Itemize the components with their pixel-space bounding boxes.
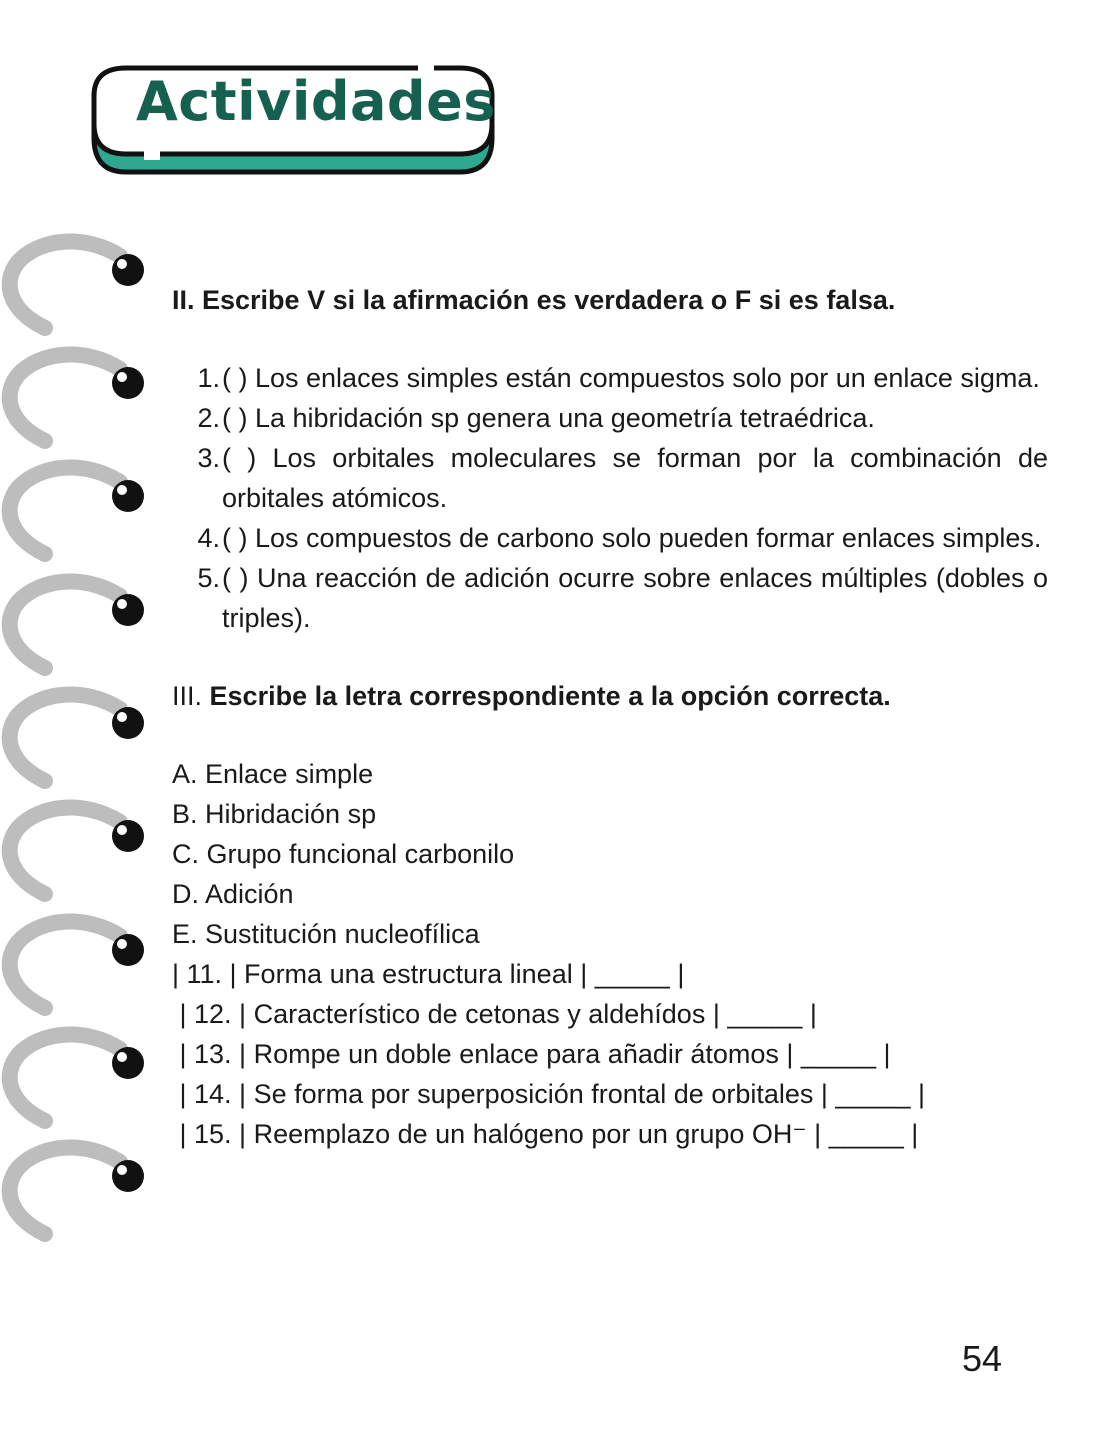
page-number: 54 (962, 1338, 1003, 1379)
option-item: A. Enlace simple (172, 759, 374, 789)
spiral-ring-icon (10, 695, 144, 781)
worksheet-content (172, 280, 1048, 1154)
item-text: ( ) La hibridación sp genera una geometría tetraédrica. (222, 403, 875, 433)
list-item (172, 398, 1048, 438)
list-item (172, 558, 1048, 638)
match-row: | 12. | Característico de cetonas y aldehídos | _____ | (172, 999, 817, 1029)
spiral-ring-icon (10, 242, 144, 328)
title-badge (88, 62, 500, 180)
list-item (172, 358, 1048, 398)
spiral-ring-icon (10, 922, 144, 1008)
option-item: E. Sustitución nucleofílica (172, 919, 480, 949)
spiral-ring-icon (10, 1035, 144, 1121)
item-number: 4. (197, 523, 220, 553)
spiral-ring-icon (10, 582, 144, 668)
item-number: 5. (197, 563, 220, 593)
section-3-title (172, 676, 1048, 716)
item-text: ( ) Los orbitales moleculares se forman por la combinación de orbitales atómicos. (222, 443, 1048, 513)
true-false-list (172, 358, 1048, 638)
item-text: ( ) Los enlaces simples están compuestos solo por un enlace sigma. (222, 363, 1040, 393)
page-title: Actividades (136, 70, 496, 133)
spiral-ring-icon (10, 1148, 144, 1234)
match-row: | 11. | Forma una estructura lineal | _____ | (172, 959, 685, 989)
section-3-prefix: III. (172, 681, 203, 711)
list-item (172, 518, 1048, 558)
item-number: 2. (197, 403, 220, 433)
section-2-title: II. Escribe V si la afirmación es verdadera o F si es falsa. (172, 285, 896, 315)
spiral-ring-icon (10, 355, 144, 441)
item-text: ( ) Una reacción de adición ocurre sobre enlaces múltiples (dobles o triples). (222, 563, 1048, 633)
match-row: | 13. | Rompe un doble enlace para añadir átomos | _____ | (172, 1039, 891, 1069)
option-item: C. Grupo funcional carbonilo (172, 839, 515, 869)
list-item (172, 438, 1048, 518)
item-number: 1. (197, 363, 220, 393)
spiral-ring-icon (10, 468, 144, 554)
spiral-binding (0, 232, 160, 1262)
spiral-ring-icon (10, 808, 144, 894)
match-row: | 14. | Se forma por superposición frontal de orbitales | _____ | (172, 1079, 925, 1109)
match-row: | 15. | Reemplazo de un halógeno por un grupo OH⁻ | _____ | (172, 1119, 919, 1149)
section-3-heading: Escribe la letra correspondiente a la opción correcta. (209, 681, 891, 711)
item-text: ( ) Los compuestos de carbono solo pueden formar enlaces simples. (222, 523, 1042, 553)
options-list (172, 754, 1048, 1154)
option-item: B. Hibridación sp (172, 799, 377, 829)
item-number: 3. (197, 443, 220, 473)
option-item: D. Adición (172, 879, 294, 909)
